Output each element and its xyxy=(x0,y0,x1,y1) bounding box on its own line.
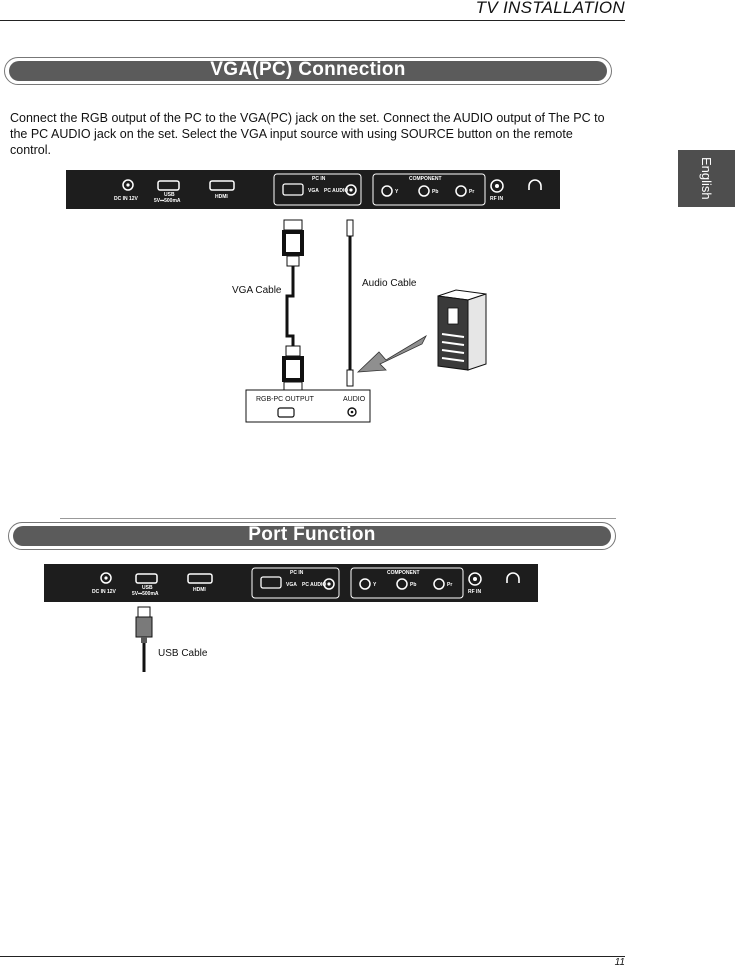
audio-label: AUDIO xyxy=(343,396,366,403)
tv-rear-panel-2 xyxy=(44,564,538,602)
label-dc-in: DC IN 12V xyxy=(114,196,138,202)
label-usb: USB xyxy=(142,585,153,591)
label-usb: USB xyxy=(164,192,175,198)
label-vga: VGA xyxy=(308,188,319,194)
label-usb-spec: 5V⎓500mA xyxy=(132,591,159,597)
label-pc-audio: PC AUDIO xyxy=(302,582,327,588)
label-pc-audio: PC AUDIO xyxy=(324,188,349,194)
arrow-icon xyxy=(358,336,426,372)
label-dc-in: DC IN 12V xyxy=(92,589,116,595)
label-usb-spec: 5V⎓500mA xyxy=(154,198,181,204)
label-component: COMPONENT xyxy=(409,176,442,182)
label-y: Y xyxy=(395,189,399,195)
pc-tower-icon xyxy=(438,290,486,370)
label-pb: Pb xyxy=(410,582,417,588)
label-pr: Pr xyxy=(447,582,453,588)
pc-output-box xyxy=(246,390,370,422)
label-component: COMPONENT xyxy=(387,570,420,576)
tv-rear-panel-1 xyxy=(66,170,560,209)
page-number: 11 xyxy=(614,957,625,968)
vga-cable-connector-bottom xyxy=(282,346,304,390)
section-title-vga: VGA(PC) Connection xyxy=(210,59,406,80)
instructions-paragraph: Connect the RGB output of the PC to the VGA(PC) jack on the set. Connect the AUDIO output of The PC to the PC AUDIO jack on the set. Select the VGA input source with using SOURCE button on the remote control. xyxy=(10,111,605,157)
vga-cable-connector-top xyxy=(282,220,304,266)
label-pr: Pr xyxy=(469,189,475,195)
vga-connection-diagram xyxy=(230,212,530,424)
language-tab-label: English xyxy=(699,157,714,200)
footer-rule xyxy=(0,956,625,957)
vga-cable-label: VGA Cable xyxy=(232,285,282,296)
audio-plug-top xyxy=(347,220,353,236)
label-pc-in: PC IN xyxy=(290,570,304,576)
section-title-port: Port Function xyxy=(248,524,376,545)
audio-plug-bottom xyxy=(347,370,353,386)
vga-cable-line xyxy=(287,266,293,356)
section-title-bar-port xyxy=(8,522,616,550)
header-title: TV INSTALLATION xyxy=(475,0,625,17)
label-pb: Pb xyxy=(432,189,439,195)
usb-cable-icon xyxy=(130,604,170,672)
label-hdmi: HDMI xyxy=(193,587,206,593)
audio-cable-label: Audio Cable xyxy=(362,278,417,289)
label-vga: VGA xyxy=(286,582,297,588)
label-hdmi: HDMI xyxy=(215,194,228,200)
label-rf-in: RF IN xyxy=(490,196,504,202)
rgb-pc-output-label: RGB-PC OUTPUT xyxy=(256,396,314,403)
label-pc-in: PC IN xyxy=(312,176,326,182)
label-y: Y xyxy=(373,582,377,588)
usb-cable-label: USB Cable xyxy=(158,648,208,659)
section-2-rule xyxy=(60,518,616,519)
language-tab xyxy=(678,150,735,207)
section-title-bar-vga xyxy=(4,57,612,85)
label-rf-in: RF IN xyxy=(468,589,482,595)
header-rule xyxy=(0,20,625,21)
